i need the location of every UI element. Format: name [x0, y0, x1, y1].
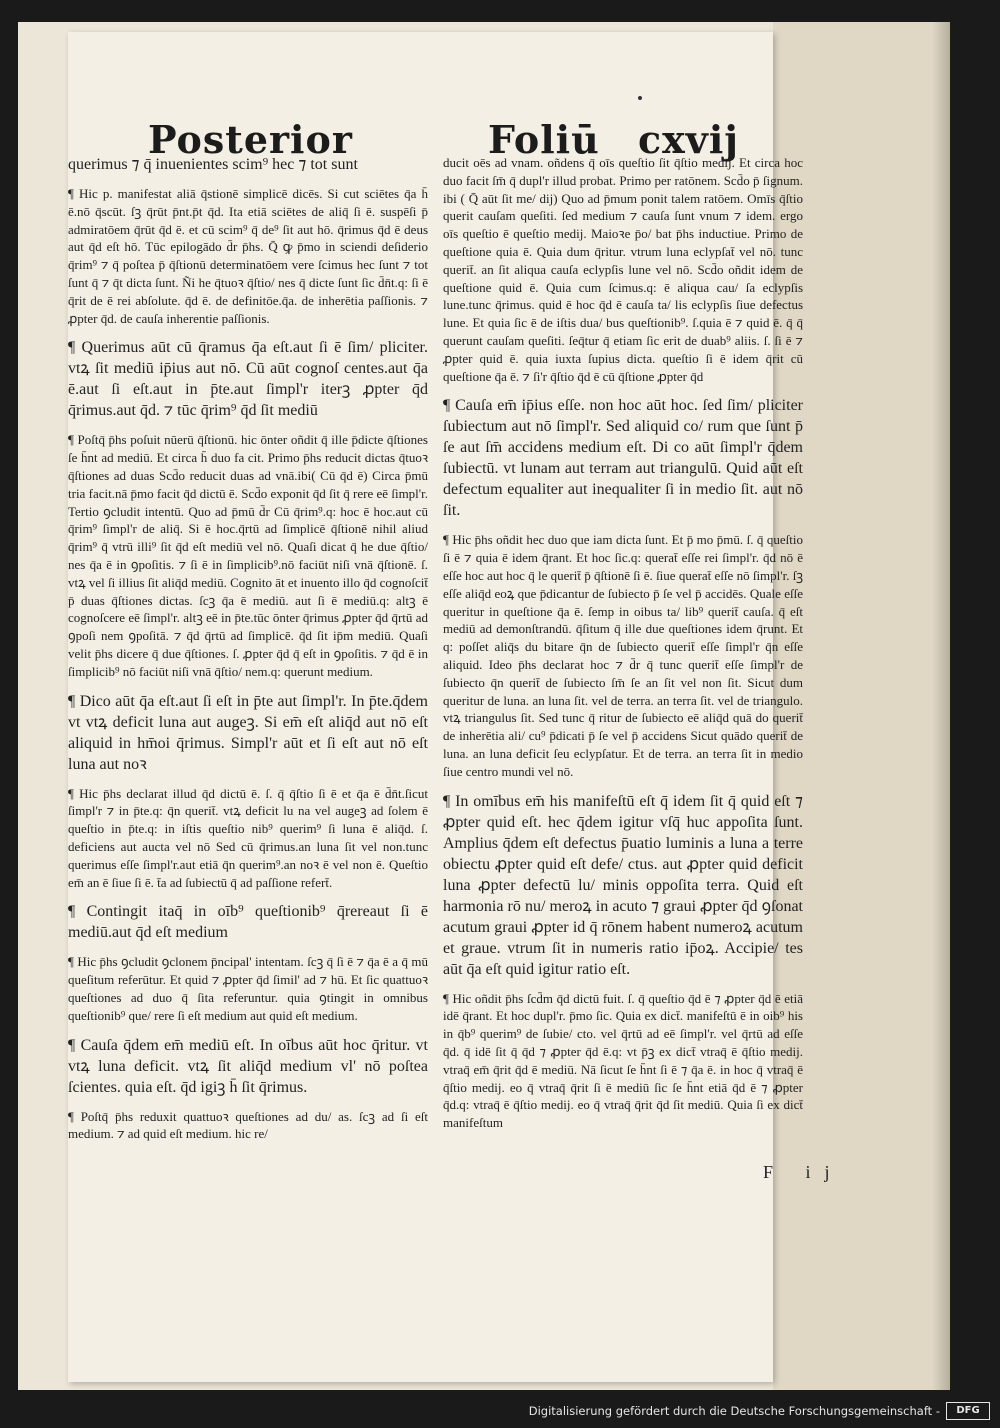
text-paragraph: ¶ Cauſa em̄ ip̄ius eſſe. non hoc aūt hoc. ſed ſim/ pliciter ſubiectum aut nō ſimpl'r. Sed aliquid co/ rum que ſunt p̄ ſe aut ſm̄ accidens medium eſt. Di co aūt ſimpl'r q̄dem ſubiectū. vt lunam aut terram aut triangulū. Quid aūt eſt defectum equaliter aut inequaliter ſi in medio ſit. aut nō ſit.	[443, 397, 803, 520]
running-head-left: Posterior	[148, 117, 353, 162]
ink-dot	[638, 96, 642, 100]
text-paragraph: ¶ Dico aūt q̄a eſt.aut ſi eſt in p̄te aut ſimpl'r. In p̄te.q̄dem vt vtꝝ deficit luna aut augeꝫ. Si em̄ eſt aliq̄d aut nō eſt aliquid in hm̄oi q̄rimus. Simpl'r aūt et ſi eſt aut nō eſt luna aut noꝛ	[68, 692, 428, 773]
footer-credit: Digitalisierung gefördert durch die Deutsche Forschungsgemeinschaft -	[528, 1404, 940, 1418]
signature-mark: F ij	[763, 1162, 844, 1182]
text-paragraph: ¶ Poſtq̄ p̄hs reduxit quattuoꝛ queſtiones ad du/ as. ſcꝫ ad ſi eſt medium. ⁊ ad quid eſt medium. hic re/	[68, 1108, 428, 1142]
text-paragraph: ¶ Hic p̄hs declarat illud q̄d dictū ē. ſ. q̄ q̄ſtio ſi ē et q̄a ē d̄n̄t.ſicut ſimpl'r ⁊ in p̄te.q: q̄n querit̄. vtꝝ deficit lu na vel augeꝫ ad ſolem ē queſtio in p̄te.q: in iſtis queſtio nib⁹ querim⁹ ſi luna ē aliq̄d. ſ. deficiens aut aucta vel nō Sed cū q̄rimus.an luna ſit vel non.tunc querimus eſſe ſimpl'r.aut etiā q̄n querim⁹.an noꝛ ē vel non ē. Queſtio em̄ an ē ſiue ſi ē. t̄a ad ſubiectū q̄ ad paſſione refert̄.	[68, 785, 428, 890]
running-head-center: Foliū	[488, 117, 600, 162]
text-paragraph: ¶ Contingit itaq̄ in oīb⁹ queſtionib⁹ q̄rereaut ſi ē mediū.aut q̄d eſt medium	[68, 903, 428, 942]
text-paragraph: querimus ⁊ q̄ inuenientes scim⁹ hec ⁊ tot sunt	[68, 156, 358, 173]
footer-bar	[0, 1392, 1000, 1428]
scanned-page	[18, 22, 950, 1390]
right-text-column	[443, 154, 803, 1142]
text-paragraph: ¶ Hic p̄hs oñdit hec duo que iam dicta ſunt. Et p̄ mo p̄mū. ſ. q̄ queſtio ſi ē ⁊ quia ē idem q̄rant. Et hoc ſic.q: querat̄ eſſe rei ſimpl'r. q̄d nō ē eſſe hoc aut hoc q̄ le querit̄ p̄ q̄ſtionē ſi ē. ſiue querat̄ eſſe nō ſimpl'r. ſꝫ eſſe aliq̄d eoꝝ que p̄dicantur de ſubiecto p̄ ſe vel p̄ accidēs. Quale eſſe queritur in queſtione q̄a ē. ſemp in oibus ta/ lib⁹ querit̄ cauſa. q̄ eſt mediū ad demonſtrandū. q̄ſitum q̄ ille due queſtiones idem q̄runt. Et q: poſſet aliq̄s du bitare q̄n de ſubiecto querit̄ eſſe ſimpl'r q̄n eſſe aliquid. Ideo p̄hs declarat hoc ⁊ d̄r q̄ tunc querit̄ eſſe ſimpl'r de ſubiecto q̄n querit̄ de ſubiecto ſm̄ ſe an ſit vel non ſit. Sicut dum queritur de luna. an luna ſit. vel de terra. an terra ſit. vel de triangulo. vtꝝ triangulus ſit. Sed tunc q̄ ritur de ſubiecto eē aliq̄d quā do querit̄ de inherētia ali/ cu⁹ p̄dicati p̄ ſe vel p̄ accidens Sicut quādo querit̄ de luna. an luna deficit ſeu eclypſatur. Et de terra. an terra ſit in medio ſiue centro mundi vel nō.	[443, 532, 803, 779]
text-paragraph: ¶ Hic oñdit p̄hs ſcd̄m q̄d dictū fuit. ſ. q̄ queſtio q̄d ē ⁊ ꝓpter q̄d ē etiā idē q̄rant. Et hoc dupl'r. p̄mo ſic. Quia ex dict̄. manifeſtū ē in oib⁹ his in q̄b⁹ querim⁹ de ſubie/ cto. vel q̄rtū ad eē ſimpl'r. vel q̄rtū ad eſſe q̄d. q̄ idē ſit q̄ q̄d ⁊ ꝓpter q̄d ē.q: vt p̄ꝫ ex dict̄ vtraq̄ ē q̄ſtio medij. vtraq̄ em̄ q̄rit q̄d ē mediū. Nā ſicut ſe h̄nt ſi ē ⁊ q̄a ē. in hoc q̄ vtraq̄ ē q̄ſtio medij. eo q̄ vtraq̄ q̄rit ſi ē mediū ſic ſe h̄nt etiā q̄d ē ⁊ ꝓpter q̄d.q: vtraq̄ ē q̄ſtio medij. eo q̄ vtraq̄ q̄rit q̄d ſit mediū. Quia ſi ex dict̄ manifeſtum	[443, 990, 803, 1131]
text-paragraph: ¶ Hic p̄hs ꝯcludit ꝯclonem p̄ncipal' intentam. ſcꝫ q̄ ſi ē ⁊ q̄a ē a q̄ mū queſitum referūtur. Et quid ⁊ ꝓpter q̄d ſimil' ad ⁊ hū. Et ſic quattuoꝛ queſtiones ad duo q̄ ſita referuntur. quia ꝯtingit in omnibus queſtionib⁹ que/ rere ſi eſt medium aut quid eſt medium.	[68, 954, 428, 1023]
folio-number: cxvij	[638, 117, 740, 162]
text-paragraph: ¶ Poſtq̄ p̄hs poſuit nūerū q̄ſtionū. hic ōnter oñdit q̄ ille p̄dicte q̄ſtiones ſe h̄nt ad mediū. Et circa h̄ duo fa cit. Primo p̄hs reducit dictas q̄tuoꝛ q̄ſtiones ad duas Scd̄o reducit duas ad vnā.ibi( Cū q̄d ē) Circa p̄mū tria facit.nā p̄mo facit q̄d dictū ē. Scd̄o exponit q̄d ſit q̄ rere eē ſimpl'r. Tertio ꝯcludit intentū. Quo ad p̄mū d̄r Cū q̄rim⁹.q: hoc ē hoc.aut cū q̄rim⁹ ſimpl'r de aliq̄. Si ē hoc.q̄rtū ad ſimplicē q̄ſtionē nihil aliud q̄rim⁹ q̄ vtrū illi⁹ ſit q̄d eſt mediū vel nō. Quaſi dicat q̄ he due q̄ſtio/ nes q̄a ē in ꝯpoſitis. ⁊ ſi ē in ſimplicib⁹.nō faciūt niſi vnā q̄ſtionē. ſ. vtꝝ vel ſi illius ſit aliq̄d mediū. Cognito āt et inuento illo q̄d cognoſcit̄ p̄ duas q̄ſtiones dictas. ſcꝫ q̄a ē mediū. aut ſi ē mediū.q: altꝫ ē cognoſcere eē ſimpl'r. altꝫ eē in p̄te.tūc ōnter q̄rimus ꝓpter q̄d q̄rtū ad ꝯpoſi nem ꝯpoſitā. ⁊ q̄d q̄rtū ad ſimplicē. q̄d ſit ip̄m mediū. Quaſi velit p̄hs dicere q̄ due q̄ſtiones. ſ. ꝓpter q̄d q̄ eſt in ꝯpoſitis. ⁊ q̄d ē in ſimplicib⁹ nō faciūt niſi vnā q̄ſtio/ nem.q: querunt medium.	[68, 432, 428, 679]
left-text-column	[68, 154, 428, 1153]
text-paragraph: ducit oēs ad vnam. oñdens q̄ oīs queſtio ſit q̄ſtio medij. Et circa hoc duo facit ſm̄ q̄ dupl'r illud probat. Primo per ratōnem. Scd̄o p̄ ſignum. ibi ( Q̄ aūt ſit me/ dij) Quo ad p̄mum ponit talem ratōem. Omīs q̄ſtio querit cauſam queſiti. ſed medium ⁊ cauſa ſunt vnum ⁊ idem. ergo oīs queſtio ē queſtio medij. Maioꝛe p̄o/ bat p̄hs inductiue. Primo de queſtione quia ē. Quia dum q̄ritur. vtrum luna eclypſat̄ vel nō. tunc querit̄. an ſit aliqua cauſa eclypſis lune vel nō. Scd̄o oñdit idem de queſtione quid ē. Quia cum ſcimus.q: ē aliqua cau/ ſa eclypſis lune.tunc q̄rimus. quid ē hoc q̄d ē cauſa ta/ lis eclypſis ſiue defectus lune. Et quia ſic ē de iſtis dua/ bus queſtionib⁹. ſ.quia ē ⁊ quid ē. q̄ q̄ querunt cauſam queſiti. ſeq̄tur q̄ etiam ſic erit de duab⁹ aliis. ſ. ſi ē ⁊ ꝓpter quid ē. quia iuxta ſupius dicta. queſtio ſi ē idem q̄rit cū queſtione q̄a ē. ⁊ ſi'r q̄ſtio q̄d ē cū q̄ſtione ꝓpter q̄d	[443, 155, 803, 384]
dfg-logo: DFG	[946, 1402, 990, 1420]
text-paragraph: ¶ Querimus aūt cū q̄ramus q̄a eſt.aut ſi ē ſim/ pliciter. vtꝝ ſit mediū ip̄ius aut nō. Cū aūt cognoſ centes.aut q̄a ē.aut ſi eſt.aut in p̄te.aut ſimpl'r iterꝫ ꝓpter q̄d q̄rimus.aut q̄d. ⁊ tūc q̄rim⁹ q̄d ſit mediū	[68, 339, 428, 420]
text-paragraph: ¶ In omībus em̄ his manifeſtū eſt q̄ idem ſit q̄ quid eſt ⁊ ꝓpter quid eſt. hec q̄dem igitur vſq̄ huc appoſita ſunt. Amplius q̄dem eſt defectus p̄uatio luminis a luna a terre obiectu ꝓpter quid eſt defe/ ctus. aut ꝓpter quid deficit luna ꝓpter defectū lu/ minis oppoſita terra. Quid eſt harmonia rō nu/ meroꝝ in acuto ⁊ graui ꝓpter q̄d ꝯſonat acutum graui ꝓpter id q̄ rōnem habent numeroꝝ acutum et graue. vtrum ſit in numeris ratio ip̄oꝝ. Accipie/ tes aūt q̄a eſt quid igitur ratio eſt.	[443, 792, 803, 978]
text-paragraph: ¶ Cauſa q̄dem em̄ mediū eſt. In oībus aūt hoc q̄ritur. vt vtꝝ luna deficit. vtꝝ ſit aliq̄d medium vl' nō poſtea ſcientes. quia eſt. q̄d igiꝫ h̄ ſit q̄rimus.	[68, 1036, 428, 1096]
text-paragraph: ¶ Hic p. manifestat aliā q̄stionē simplicē dicēs. Si cut sciētes q̄a h̄ ē.nō q̄scūt. ſꝫ q̄rūt p̄nt.p̄t q̄d. Ita etiā sciētes de aliq̄ ſi ē. suspēſi p̄ admiratōem q̄rūt q̄d ē. et cū scim⁹ q̄ de⁹ ſit aut hō. q̄rimus q̄d ē deus aut q̄d eſt hō. Tūc epilogādo d̄r p̄hs. Q̄ ꝙ p̄mo in sciendi deſiderio q̄rim⁹ ⁊ q̄ poſtea p̄ q̄ſtionū determinatōem vere ſcimus hec ſunt ⁊ tot ſunt q̄ ⁊ q̄t dicta ſunt. Ñi he q̄tuoꝛ q̄ſtio/ nes q̄ dicte ſunt ſic d̄n̄t.q: ſi ē q̄rit de ē rei abſolute. q̄d ē. de definitōe.q̄a. de inherētia paſſionis. ⁊ ꝓpter q̄d. de cauſa inherentie paſſionis.	[68, 186, 428, 326]
